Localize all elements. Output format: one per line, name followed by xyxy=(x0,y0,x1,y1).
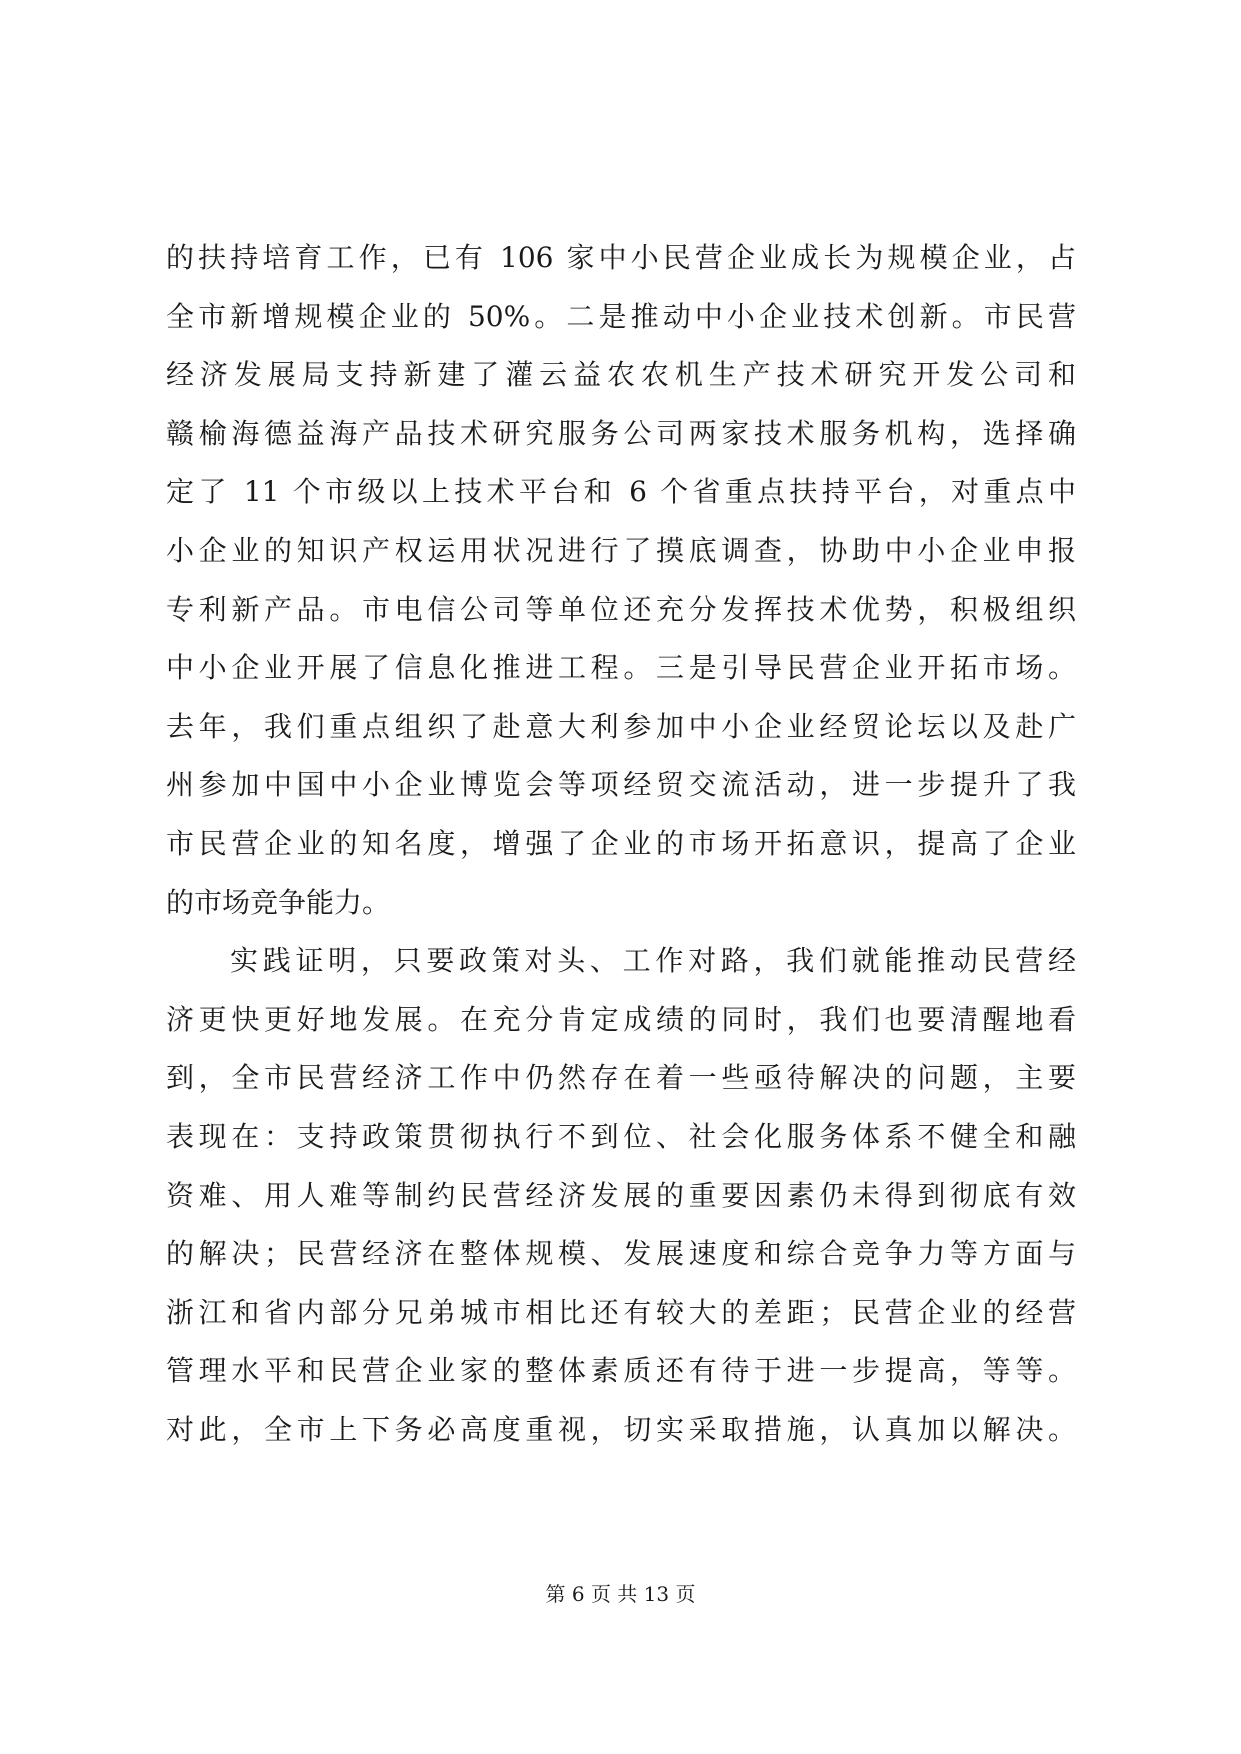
text-line: 的市场竞争能力。 xyxy=(166,885,391,919)
body-text xyxy=(166,229,1076,1459)
text-line: 专利新产品。市电信公司等单位还充分发挥技术优势，积极组织 xyxy=(166,592,1076,626)
paragraph-1 xyxy=(166,229,1076,932)
text-line: 表现在：支持政策贯彻执行不到位、社会化服务体系不健全和融 xyxy=(166,1119,1076,1153)
text-line: 管理水平和民营企业家的整体素质还有待于进一步提高，等等。 xyxy=(166,1354,1076,1388)
page-footer xyxy=(0,1580,1241,1608)
text-line: 赣榆海德益海产品技术研究服务公司两家技术服务机构，选择确 xyxy=(166,416,1076,450)
text-line: 实践证明，只要政策对头、工作对路，我们就能推动民营经 xyxy=(230,944,1076,978)
text-line: 定了 11 个市级以上技术平台和 6 个省重点扶持平台，对重点中 xyxy=(166,475,1076,509)
text-line: 的解决；民营经济在整体规模、发展速度和综合竞争力等方面与 xyxy=(166,1237,1076,1271)
text-line: 小企业的知识产权运用状况进行了摸底调查，协助中小企业申报 xyxy=(166,533,1076,567)
text-line: 全市新增规模企业的 50%。二是推动中小企业技术创新。市民营 xyxy=(166,299,1076,333)
text-line: 浙江和省内部分兄弟城市相比还有较大的差距；民营企业的经营 xyxy=(166,1295,1076,1329)
text-line: 中小企业开展了信息化推进工程。三是引导民营企业开拓市场。 xyxy=(166,651,1076,685)
text-line: 州参加中国中小企业博览会等项经贸交流活动，进一步提升了我 xyxy=(166,768,1076,802)
text-line: 市民营企业的知名度，增强了企业的市场开拓意识，提高了企业 xyxy=(166,826,1076,860)
text-line: 经济发展局支持新建了灌云益农农机生产技术研究开发公司和 xyxy=(166,358,1076,392)
page-number: 第 6 页 共 13 页 xyxy=(545,1582,696,1606)
text-line: 对此，全市上下务必高度重视，切实采取措施，认真加以解决。 xyxy=(166,1412,1076,1446)
text-line: 资难、用人难等制约民营经济发展的重要因素仍未得到彻底有效 xyxy=(166,1178,1076,1212)
text-line: 的扶持培育工作，已有 106 家中小民营企业成长为规模企业，占 xyxy=(166,241,1076,274)
paragraph-2 xyxy=(166,932,1076,1459)
text-line: 济更快更好地发展。在充分肯定成绩的同时，我们也要清醒地看 xyxy=(166,1002,1076,1036)
text-line: 到，全市民营经济工作中仍然存在着一些亟待解决的问题，主要 xyxy=(166,1061,1076,1095)
text-line: 去年，我们重点组织了赴意大利参加中小企业经贸论坛以及赴广 xyxy=(166,709,1076,743)
